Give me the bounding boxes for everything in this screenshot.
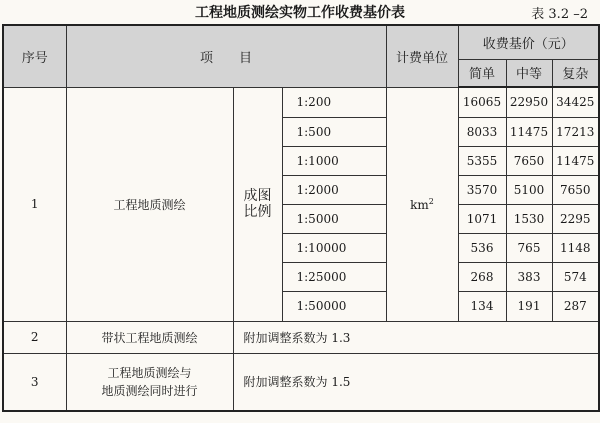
value-medium: 11475	[506, 117, 552, 146]
scale-cell: 1:5000	[282, 204, 386, 233]
value-complex: 287	[552, 291, 599, 321]
unit-exponent: 2	[428, 196, 434, 206]
table-number: 表 3.2 –2	[531, 7, 588, 22]
row3-note: 附加调整系数为 1.5	[233, 353, 599, 411]
value-complex: 2295	[552, 204, 599, 233]
scale-cell: 1:200	[282, 87, 386, 117]
value-complex: 7650	[552, 175, 599, 204]
scale-cell: 1:1000	[282, 146, 386, 175]
header-item: 项 目	[66, 25, 386, 87]
header-seq: 序号	[3, 25, 66, 87]
row1-item: 工程地质测绘	[66, 87, 233, 321]
header-medium: 中等	[506, 59, 552, 87]
row3-item-line2: 地质测绘同时进行	[101, 383, 198, 398]
row3-item	[66, 353, 233, 411]
header-simple: 简单	[458, 59, 506, 87]
row1-unit	[386, 87, 458, 321]
value-medium: 383	[506, 262, 552, 291]
scale-cell: 1:10000	[282, 233, 386, 262]
value-simple: 134	[458, 291, 506, 321]
row2-note: 附加调整系数为 1.3	[233, 321, 599, 353]
value-simple: 268	[458, 262, 506, 291]
scale-cell: 1:25000	[282, 262, 386, 291]
header-price: 收费基价（元）	[458, 25, 599, 59]
value-simple: 5355	[458, 146, 506, 175]
value-complex: 34425	[552, 87, 599, 117]
scale-cell: 1:2000	[282, 175, 386, 204]
value-simple: 8033	[458, 117, 506, 146]
value-medium: 1530	[506, 204, 552, 233]
row1-sub: 成图比例	[233, 87, 282, 321]
value-medium: 7650	[506, 146, 552, 175]
value-simple: 3570	[458, 175, 506, 204]
value-simple: 536	[458, 233, 506, 262]
value-medium: 22950	[506, 87, 552, 117]
header-unit: 计费单位	[386, 25, 458, 87]
value-medium: 191	[506, 291, 552, 321]
value-complex: 1148	[552, 233, 599, 262]
scale-cell: 1:50000	[282, 291, 386, 321]
header-complex: 复杂	[552, 59, 599, 87]
value-medium: 765	[506, 233, 552, 262]
row1-seq: 1	[3, 87, 66, 321]
value-simple: 1071	[458, 204, 506, 233]
unit-base: km	[410, 197, 429, 212]
scale-cell: 1:500	[282, 117, 386, 146]
row3-seq: 3	[3, 353, 66, 411]
value-complex: 11475	[552, 146, 599, 175]
row2-seq: 2	[3, 321, 66, 353]
value-complex: 17213	[552, 117, 599, 146]
row2-item: 带状工程地质测绘	[66, 321, 233, 353]
value-simple: 16065	[458, 87, 506, 117]
row3-item-line1: 工程地质测绘与	[107, 365, 192, 380]
price-table	[2, 24, 600, 412]
value-complex: 574	[552, 262, 599, 291]
table-title: 工程地质测绘实物工作收费基价表	[195, 5, 405, 21]
table-caption	[0, 0, 600, 22]
value-medium: 5100	[506, 175, 552, 204]
